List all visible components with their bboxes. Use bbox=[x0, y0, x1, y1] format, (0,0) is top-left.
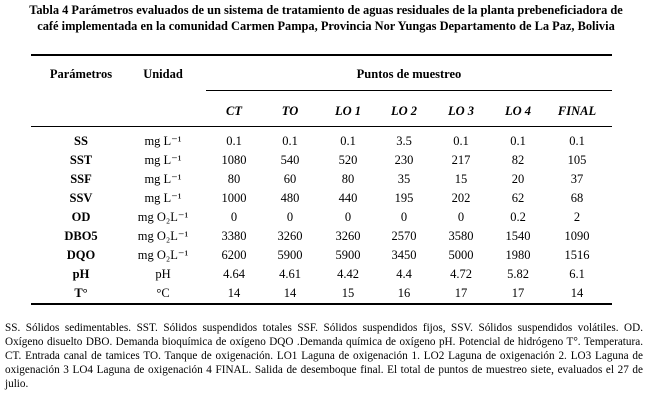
caption-line-2: café implementada en la comunidad Carmen Pampa, Provincia Nor Yungas Departamento de La Paz, Bolivia bbox=[37, 19, 615, 33]
table-cell: 82 bbox=[511, 153, 525, 167]
table-cell: 202 bbox=[451, 191, 471, 205]
table-cell: 1090 bbox=[564, 229, 590, 243]
table-cell: 3580 bbox=[448, 229, 474, 243]
parameter-name: SST bbox=[69, 153, 93, 167]
table-cell: 0.1 bbox=[569, 134, 585, 148]
table-cell: 4.61 bbox=[279, 267, 301, 281]
parameter-unit: °C bbox=[156, 286, 170, 300]
table-cell: 0.1 bbox=[453, 134, 469, 148]
table-cell: 20 bbox=[511, 172, 525, 186]
table-cell: 0.1 bbox=[510, 134, 526, 148]
table-cell: 4.72 bbox=[450, 267, 472, 281]
parameter-unit: mg L⁻¹ bbox=[144, 153, 182, 167]
header-sub-rule bbox=[206, 90, 612, 91]
table-cell: 3450 bbox=[391, 248, 417, 262]
table-cell: 1540 bbox=[505, 229, 531, 243]
table-cell: 0.1 bbox=[226, 134, 242, 148]
column-header-parametros: Parámetros bbox=[49, 67, 113, 81]
table-cell: 1980 bbox=[505, 248, 531, 262]
table-cell: 3260 bbox=[335, 229, 361, 243]
parameter-unit: mg O₂L⁻¹ bbox=[137, 229, 189, 243]
table-cell: 6.1 bbox=[569, 267, 585, 281]
table-cell: 5900 bbox=[335, 248, 361, 262]
column-header-unidad: Unidad bbox=[143, 67, 183, 81]
table-cell: 80 bbox=[227, 172, 241, 186]
table-cell: 0 bbox=[344, 210, 352, 224]
table-cell: 68 bbox=[570, 191, 584, 205]
table-top-rule bbox=[31, 54, 612, 56]
table-cell: 14 bbox=[227, 286, 241, 300]
table-cell: 1516 bbox=[564, 248, 590, 262]
table-cell: 195 bbox=[394, 191, 414, 205]
parameter-name: SSF bbox=[70, 172, 92, 186]
table-caption bbox=[6, 2, 646, 34]
table-cell: 0.2 bbox=[510, 210, 526, 224]
table-cell: 5900 bbox=[277, 248, 303, 262]
table-bottom-rule bbox=[31, 303, 612, 305]
parameter-name: DQO bbox=[66, 248, 96, 262]
table-cell: 0 bbox=[400, 210, 408, 224]
sampling-point-header: CT bbox=[226, 104, 242, 118]
table-cell: 540 bbox=[280, 153, 300, 167]
table-cell: 15 bbox=[454, 172, 468, 186]
parameter-name: SSV bbox=[69, 191, 93, 205]
table-cell: 0 bbox=[230, 210, 238, 224]
parameter-name: SS bbox=[74, 134, 88, 148]
parameter-unit: pH bbox=[155, 267, 171, 281]
table-cell: 4.4 bbox=[396, 267, 412, 281]
table-cell: 1080 bbox=[221, 153, 247, 167]
parameter-unit: mg O₂L⁻¹ bbox=[137, 210, 189, 224]
table-footnote: SS. Sólidos sedimentables. SST. Sólidos suspendidos totales SSF. Sólidos suspendidos fijos, SSV. Sólidos suspendidos volátiles. OD. Oxígeno disuelto DBO. Demanda bioquímica de oxígeno DQO .Demanda química de oxígeno pH. Potencial de hidrógeno T°. Temperatura. CT. Entrada canal de tamices TO. Tanque de oxigenación. LO1 Laguna de oxigenación 1. LO2 Laguna de oxigenación 2. LO3 Laguna de oxigenación 3 LO4 Laguna de oxigenación 4 FINAL. Salida de desemboque final. El total de puntos de muestreo siete, evaluados el 27 de julio. bbox=[5, 322, 643, 390]
table-cell: 17 bbox=[511, 286, 525, 300]
table-cell: 2570 bbox=[391, 229, 417, 243]
table-cell: 35 bbox=[397, 172, 411, 186]
table-cell: 14 bbox=[283, 286, 297, 300]
table-cell: 520 bbox=[338, 153, 358, 167]
parameter-name: T° bbox=[74, 286, 88, 300]
table-cell: 0.1 bbox=[340, 134, 356, 148]
table-cell: 0.1 bbox=[282, 134, 298, 148]
table-cell: 105 bbox=[567, 153, 587, 167]
table-cell: 3260 bbox=[277, 229, 303, 243]
parameter-name: DBO5 bbox=[64, 229, 98, 243]
table-cell: 60 bbox=[283, 172, 297, 186]
sampling-point-header: TO bbox=[281, 104, 299, 118]
table-cell: 3380 bbox=[221, 229, 247, 243]
table-cell: 0 bbox=[286, 210, 294, 224]
column-header-puntos-de-muestreo: Puntos de muestreo bbox=[356, 67, 462, 81]
table-cell: 16 bbox=[397, 286, 411, 300]
table-cell: 230 bbox=[394, 153, 414, 167]
table-cell: 80 bbox=[341, 172, 355, 186]
table-cell: 62 bbox=[511, 191, 525, 205]
table-cell: 1000 bbox=[221, 191, 247, 205]
sampling-point-header: LO 4 bbox=[504, 104, 532, 118]
table-cell: 480 bbox=[280, 191, 300, 205]
caption-line-1: Tabla 4 Parámetros evaluados de un sistema de tratamiento de aguas residuales de la planta prebeneficiadora de bbox=[29, 3, 623, 17]
parameter-unit: mg L⁻¹ bbox=[144, 191, 182, 205]
table-cell: 5000 bbox=[448, 248, 474, 262]
parameter-unit: mg L⁻¹ bbox=[144, 134, 182, 148]
sampling-point-header: LO 1 bbox=[334, 104, 362, 118]
table-cell: 14 bbox=[570, 286, 584, 300]
table-cell: 4.42 bbox=[337, 267, 359, 281]
table-cell: 4.64 bbox=[223, 267, 245, 281]
parameter-unit: mg L⁻¹ bbox=[144, 172, 182, 186]
table-cell: 2 bbox=[573, 210, 581, 224]
table-cell: 37 bbox=[570, 172, 584, 186]
sampling-point-header: LO 2 bbox=[390, 104, 418, 118]
table-cell: 15 bbox=[341, 286, 355, 300]
table-cell: 6200 bbox=[221, 248, 247, 262]
table-cell: 440 bbox=[338, 191, 358, 205]
table-cell: 3.5 bbox=[396, 134, 412, 148]
table-cell: 0 bbox=[457, 210, 465, 224]
parameter-name: pH bbox=[72, 267, 90, 281]
parameter-unit: mg O₂L⁻¹ bbox=[137, 248, 189, 262]
table-cell: 17 bbox=[454, 286, 468, 300]
table-cell: 5.82 bbox=[507, 267, 529, 281]
sampling-point-header: FINAL bbox=[557, 104, 597, 118]
sampling-point-header: LO 3 bbox=[447, 104, 475, 118]
header-bottom-rule bbox=[31, 126, 612, 127]
parameter-name: OD bbox=[71, 210, 91, 224]
table-cell: 217 bbox=[451, 153, 471, 167]
